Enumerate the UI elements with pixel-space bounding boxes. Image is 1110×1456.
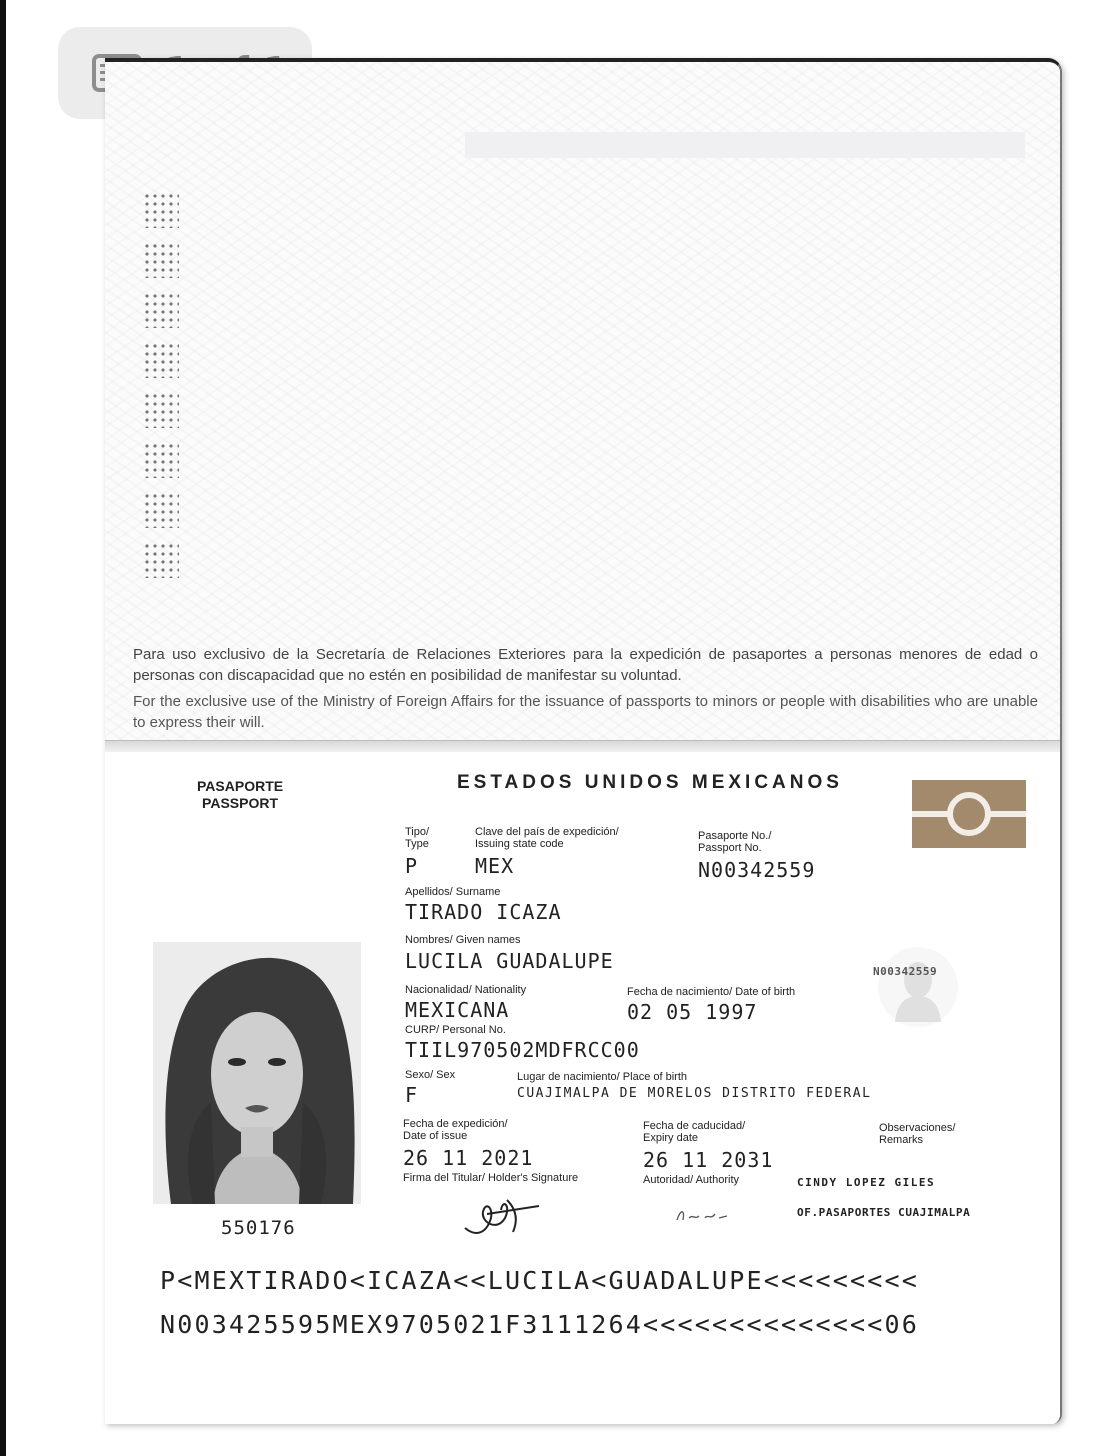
issue-date-label: Fecha de expedición/ Date of issue — [403, 1118, 508, 1142]
country-name: ESTADOS UNIDOS MEXICANOS — [457, 772, 843, 793]
authority-signature — [673, 1202, 733, 1228]
photo-number: 550176 — [221, 1217, 296, 1239]
pob-label: Lugar de nacimiento/ Place of birth — [517, 1071, 687, 1083]
sex-label: Sexo/ Sex — [405, 1069, 456, 1081]
authority-office: OF.PASAPORTES CUAJIMALPA — [797, 1206, 971, 1219]
nationality-label: Nacionalidad/ Nationality — [405, 984, 527, 996]
notice-spanish: Para uso exclusivo de la Secretaría de Relaciones Exteriores para la expedición de pasaportes a personas menores de edad o personas con discapacidad que no estén en posibilidad de manifestar su voluntad. — [133, 646, 1038, 684]
curp-value: TIIL970502MDFRCC00 — [405, 1038, 640, 1062]
given-names-value: LUCILA GUADALUPE — [405, 949, 614, 973]
security-page — [105, 62, 1060, 740]
type-value: P — [405, 854, 419, 878]
expiry-date-value: 26 11 2031 — [643, 1148, 774, 1172]
nationality-value: MEXICANA — [405, 998, 510, 1022]
passport-no-label: Pasaporte No./ Passport No. — [698, 830, 772, 854]
data-page — [105, 752, 1060, 1424]
national-emblem-icon — [912, 780, 1026, 848]
curp-label: CURP/ Personal No. — [405, 1024, 506, 1036]
dob-value: 02 05 1997 — [627, 1000, 758, 1024]
viewer-edge — [0, 0, 6, 1456]
issue-date-value: 26 11 2021 — [403, 1146, 534, 1170]
ghost-number: N00342559 — [873, 965, 938, 978]
passport-no-value: N00342559 — [698, 858, 816, 882]
pob-value: CUAJIMALPA DE MORELOS DISTRITO FEDERAL — [517, 1086, 872, 1101]
remarks-label: Observaciones/ Remarks — [879, 1122, 956, 1146]
mrz-line-2: N003425595MEX9705021F3111264<<<<<<<<<<<<<<06 — [160, 1310, 920, 1339]
holder-signature — [457, 1188, 547, 1240]
issuing-value: MEX — [475, 854, 515, 878]
signature-label: Firma del Titular/ Holder's Signature — [403, 1172, 579, 1184]
sex-value: F — [405, 1083, 419, 1107]
given-names-label: Nombres/ Given names — [405, 934, 521, 946]
ghost-image — [873, 942, 963, 1032]
issuing-label: Clave del país de expedición/ Issuing state code — [475, 826, 619, 850]
expiry-date-label: Fecha de caducidad/ Expiry date — [643, 1120, 746, 1144]
authority-name: CINDY LOPEZ GILES — [797, 1176, 936, 1189]
authority-label: Autoridad/ Authority — [643, 1174, 740, 1186]
perforated-number — [143, 192, 183, 612]
type-label: Tipo/ Type — [405, 826, 430, 850]
mrz-line-1: P<MEXTIRADO<ICAZA<<LUCILA<GUADALUPE<<<<<<<<< — [160, 1266, 920, 1295]
security-band — [465, 132, 1025, 158]
dob-label: Fecha de nacimiento/ Date of birth — [627, 986, 796, 998]
surname-label: Apellidos/ Surname — [405, 886, 501, 898]
surname-value: TIRADO ICAZA — [405, 900, 562, 924]
notice-english: For the exclusive use of the Ministry of Foreign Affairs for the issuance of passports to minors or people with disabilities who are unable to express their will. — [133, 693, 1038, 731]
holder-photo — [153, 942, 361, 1204]
passport-document — [105, 58, 1062, 1424]
doc-title: PASAPORTE PASSPORT — [197, 778, 284, 811]
